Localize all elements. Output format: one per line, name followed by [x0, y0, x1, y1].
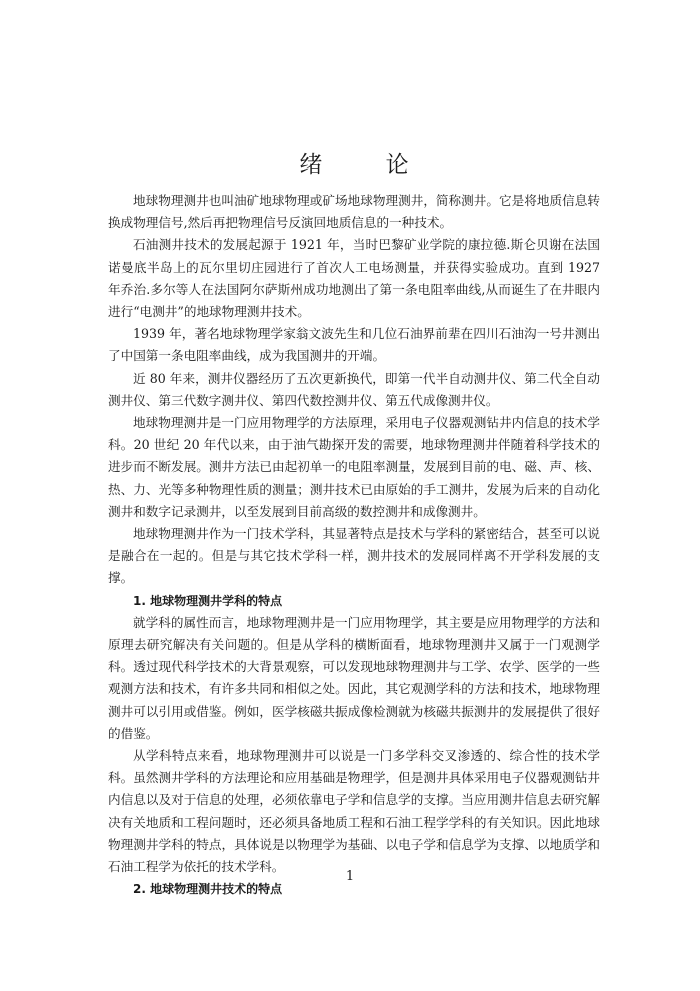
paragraph-section1-b: 从学科特点来看，地球物理测井可以说是一门多学科交叉渗透的、综合性的技术学科。虽然测井学科的方法理论和应用基础是物理学，但是测井具体采用电子仪器观测钻井内信息以及对于信息的处理，必须依靠电子学和信息学的支撑。当应用测井信息去研究解决有关地质和工程问题时，还必须具备地质工程和石油工程学学科的有关知识。因此地球物理测井学科的特点，具体说是以物理学为基础、以电子学和信息学为支撑、以地质学和石油工程学为依托的技术学科。 — [108, 748, 600, 875]
page-number: 1 — [345, 869, 355, 884]
paragraph-china: 1939 年，著名地球物理学家翁文波先生和几位石油界前辈在四川石油沟一号井测出了中国第一条电阻率曲线，成为我国测井的开端。 — [108, 326, 600, 364]
page-title: 绪 论 — [299, 152, 437, 178]
paragraph-technology: 地球物理测井作为一门技术学科，其显著特点是技术与学科的紧密结合，甚至可以说是融合在一起的。但是与其它技术学科一样，测井技术的发展同样离不开学科发展的支撑。 — [108, 526, 600, 586]
paragraph-development: 地球物理测井是一门应用物理学的方法原理，采用电子仪器观测钻井内信息的技术学科。20 世纪 20 年代以来，由于油气勘探开发的需要，地球物理测井伴随着科学技术的进步而不断发展。测井方法已由起初单一的电阻率测量，发展到目前的电、磁、声、核、热、力、光等多种物理性质的测量；测井技术已由原始的手工测井，发展为后来的自动化测井和数字记录测井，以至发展到目前高级的数控测井和成像测井。 — [108, 415, 600, 519]
section-heading-1: 1. 地球物理测井学科的特点 — [133, 593, 283, 608]
paragraph-origin: 石油测井技术的发展起源于 1921 年，当时巴黎矿业学院的康拉德.斯仑贝谢在法国诺曼底半岛上的瓦尔里切庄园进行了首次人工电场测量，并获得实验成功。直到 1927 年乔治.多尔等人在法国阿尔萨斯州成功地测出了第一条电阻率曲线,从而诞生了在井眼内进行“电测井”的地球物理测井技术。 — [108, 237, 600, 320]
paragraph-generations: 近 80 年来，测井仪器经历了五次更新换代，即第一代半自动测井仪、第二代全自动测井仪、第三代数字测井仪、第四代数控测井仪、第五代成像测井仪。 — [108, 370, 600, 408]
paragraph-section1-a: 就学科的属性而言，地球物理测井是一门应用物理学，其主要是应用物理学的方法和原理去研究解决有关问题的。但是从学科的横断面看，地球物理测井又属于一门观测学科。透过现代科学技术的大背景观察，可以发现地球物理测井与工学、农学、医学的一些观测方法和技术，有许多共同和相似之处。因此，其它观测学科的方法和技术，地球物理测井可以引用或借鉴。例如，医学核磁共振成像检测就为核磁共振测井的发展提供了很好的借鉴。 — [108, 614, 600, 741]
paragraph-intro: 地球物理测井也叫油矿地球物理或矿场地球物理测井，简称测井。它是将地质信息转换成物理信号,然后再把物理信号反演回地质信息的一种技术。 — [108, 193, 600, 231]
section-heading-2: 2. 地球物理测井技术的特点 — [133, 882, 283, 897]
document-page — [108, 150, 600, 901]
